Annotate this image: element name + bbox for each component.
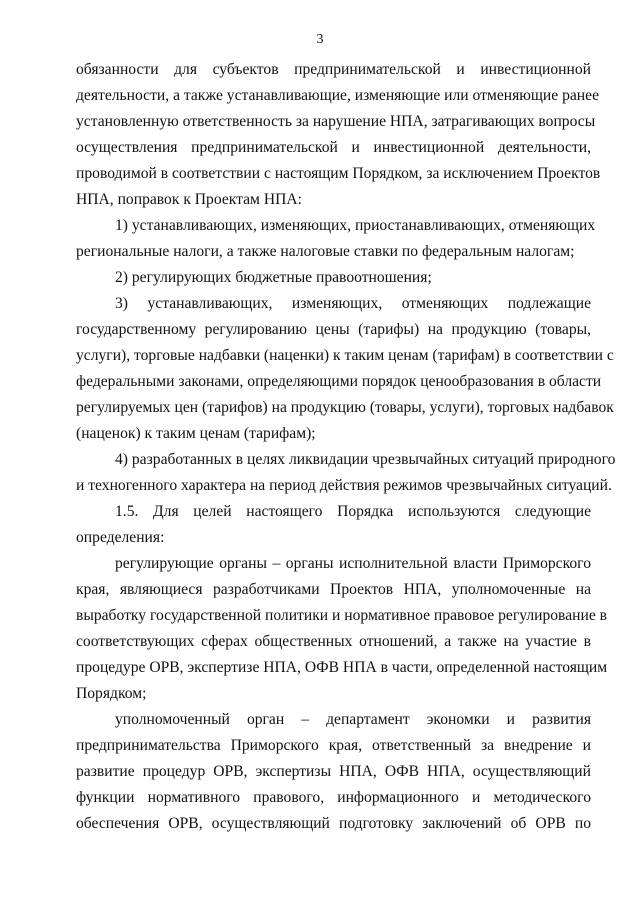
page-number: 3 — [316, 32, 324, 47]
definition-line: уполномоченный орган – департамент экономки и развития — [115, 711, 591, 728]
text-line: услуги), торговые надбавки (наценки) к таким ценам (тарифам) в соответствии с — [76, 347, 614, 364]
text-line: функции нормативного правового, информационного и методического — [76, 789, 591, 806]
text-line: государственному регулированию цены (тарифы) на продукцию (товары, — [76, 321, 591, 338]
text-line: федеральными законами, определяющими порядок ценообразования в области — [76, 373, 602, 390]
text-line: развитие процедур ОРВ, экспертизы НПА, ОФВ НПА, осуществляющий — [76, 763, 591, 780]
text-line: региональные налоги, а также налоговые ставки по федеральным налогам; — [76, 243, 575, 260]
list-item-line: 2) регулирующих бюджетные правоотношения; — [115, 269, 432, 286]
text-line: процедуре ОРВ, экспертизе НПА, ОФВ НПА в части, определенной настоящим — [76, 659, 608, 676]
text-line: предпринимательства Приморского края, ответственный за внедрение и — [76, 737, 591, 754]
list-item-line: 1) устанавливающих, изменяющих, приостанавливающих, отменяющих — [115, 217, 596, 234]
list-item-line: 4) разработанных в целях ликвидации чрезвычайных ситуаций природного — [115, 451, 616, 468]
text-line: соответствующих сферах общественных отношений, а также на участие в — [76, 633, 591, 650]
text-line: обеспечения ОРВ, осуществляющий подготовку заключений об ОРВ по — [76, 815, 591, 832]
text-line: выработку государственной политики и нормативное правовое регулирование в — [76, 607, 608, 624]
text-line: обязанности для субъектов предпринимательской и инвестиционной — [76, 61, 591, 78]
text-line: регулируемых цен (тарифов) на продукцию (товары, услуги), торговых надбавок — [76, 399, 614, 416]
list-item-line: 3) устанавливающих, изменяющих, отменяющих подлежащие — [115, 295, 591, 312]
text-line: осуществления предпринимательской и инвестиционной деятельности, — [76, 139, 591, 156]
definition-line: регулирующие органы – органы исполнительной власти Приморского — [115, 555, 591, 572]
section-heading-line: 1.5. Для целей настоящего Порядка используются следующие — [115, 503, 591, 520]
text-line: проводимой в соответствии с настоящим Порядком, за исключением Проектов — [76, 165, 601, 182]
text-line: края, являющиеся разработчиками Проектов НПА, уполномоченные на — [76, 581, 591, 598]
text-line: определения: — [76, 529, 165, 546]
text-line: деятельности, а также устанавливающие, изменяющие или отменяющие ранее — [76, 87, 599, 104]
text-line: НПА, поправок к Проектам НПА: — [76, 191, 302, 208]
text-line: Порядком; — [76, 685, 147, 702]
text-line: и техногенного характера на период действия режимов чрезвычайных ситуаций. — [76, 477, 612, 494]
text-line: установленную ответственность за нарушение НПА, затрагивающих вопросы — [76, 113, 596, 130]
text-line: (наценок) к таким ценам (тарифам); — [76, 425, 316, 442]
